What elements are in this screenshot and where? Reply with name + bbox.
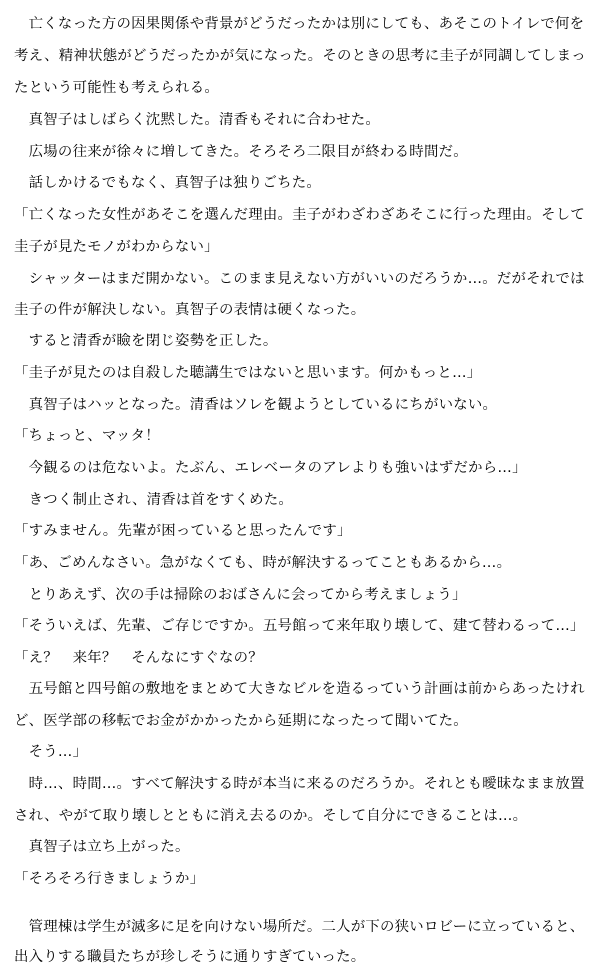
text-line: 「すみません。先輩が困っていると思ったんです」 — [14, 523, 352, 539]
text-line: ど、医学部の移転でお金がかかったから延期になったって聞いてた。 — [14, 713, 468, 729]
text-line: 圭子が見たモノがわからない」 — [14, 239, 219, 255]
text-line: され、やがて取り壊しとともに消え去るのか。そして自分にできることは…。 — [14, 808, 528, 824]
text-line: 五号館と四号館の敷地をまとめて大きなビルを造るっていう計画は前からあったけれ — [14, 681, 585, 697]
text-line: とりあえず、次の手は掃除のおばさんに会ってから考えましょう」 — [14, 587, 467, 603]
text-line: 「圭子が見たのは自殺した聴講生ではないと思います。何かもっと…」 — [14, 365, 482, 381]
text-line: 出入りする職員たちが珍しそうに通りすぎていった。 — [14, 949, 366, 965]
text-line: 真智子はハッとなった。清香はソレを観ようとしているにちがいない。 — [14, 397, 498, 413]
text-line: 真智子はしばらく沈黙した。清香もそれに合わせた。 — [14, 112, 381, 128]
text-line: 「あ、ごめんなさい。急がなくても、時が解決するってこともあるから…。 — [14, 555, 512, 571]
text-line: そう…」 — [14, 744, 88, 760]
text-line: 「そろそろ行きましょうか」 — [14, 871, 205, 887]
text-line: 亡くなった方の因果関係や背景がどうだったかは別にしても、あそこのトイレで何を — [14, 16, 585, 32]
text-line: 考え、精神状態がどうだったかが気になった。そのときの思考に圭子が同調してしまっ — [14, 48, 586, 64]
text-line: 話しかけるでもなく、真智子は独りごちた。 — [14, 175, 322, 191]
text-line: 今観るのは危ないよ。たぶん、エレベータのアレよりも強いはずだから…」 — [14, 460, 527, 476]
text-line: たという可能性も考えられる。 — [14, 80, 219, 96]
text-line: 「亡くなった女性があそこを選んだ理由。圭子がわざわざあそこに行った理由。そして — [14, 207, 585, 223]
text-line: すると清香が瞼を閉じ姿勢を正した。 — [14, 333, 278, 349]
text-line: 管理棟は学生が滅多に足を向けない場所だ。二人が下の狭いロビーに立っていると、 — [14, 919, 585, 935]
text-line: 「え？ 来年？ そんなにすぐなの？ — [14, 650, 263, 666]
text-line: 広場の往来が徐々に増してきた。そろそろ二限目が終わる時間だ。 — [14, 144, 468, 160]
text-line: 真智子は立ち上がった。 — [14, 839, 190, 855]
text-line: 「ちょっと、マッタ！ — [14, 428, 160, 444]
text-line: シャッターはまだ開かない。このまま見えない方がいいのだろうか…。だがそれでは — [14, 271, 585, 287]
text-line: 圭子の件が解決しない。真智子の表情は硬くなった。 — [14, 302, 366, 318]
text-line: 「そういえば、先輩、ご存じですか。五号館って来年取り壊して、建て替わるって…」 — [14, 618, 585, 634]
text-line: きつく制止され、清香は首をすくめた。 — [14, 492, 294, 508]
text-line: 時…、時間…。すべて解決する時が本当に来るのだろうか。それとも曖昧なまま放置 — [14, 776, 585, 792]
